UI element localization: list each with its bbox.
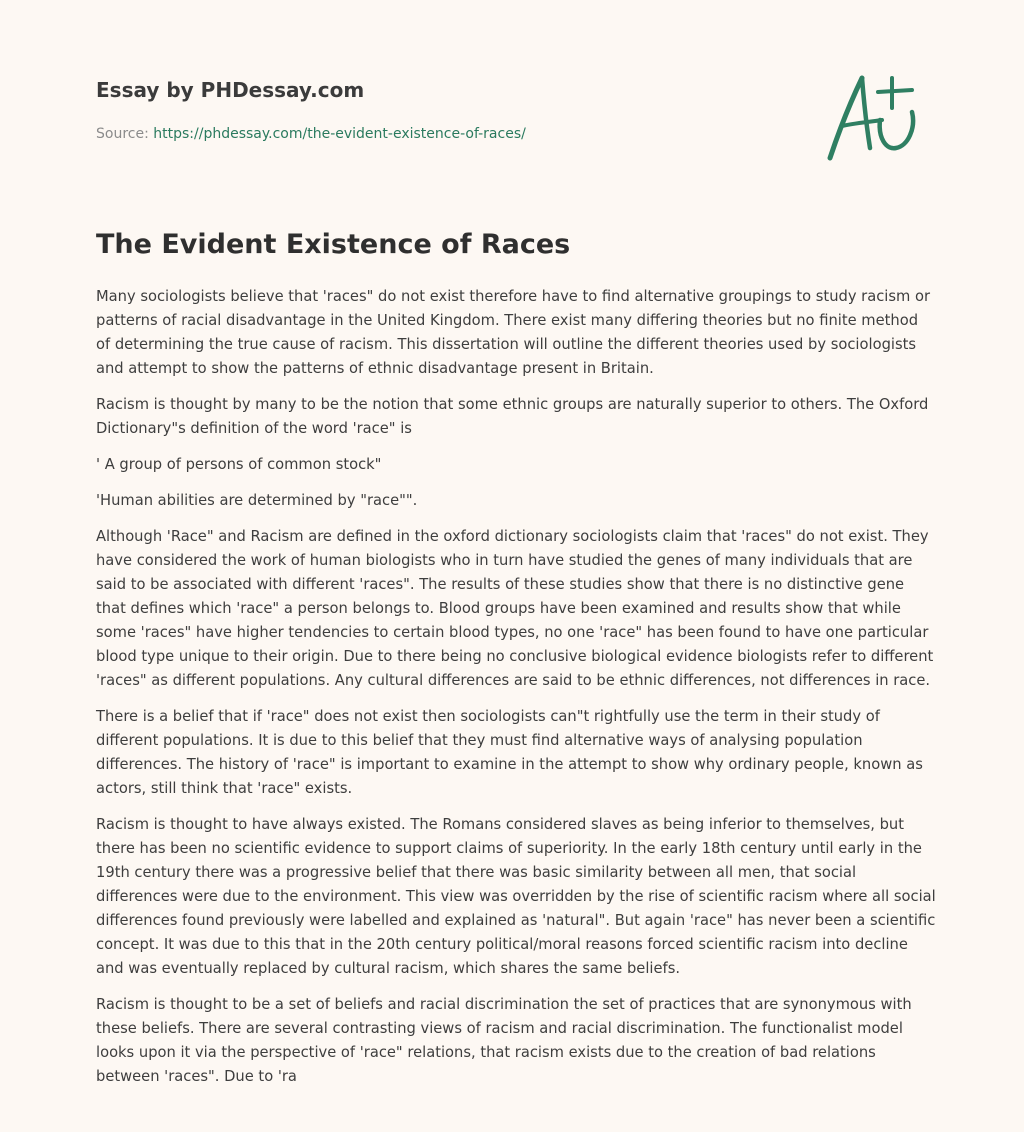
article-body [96,285,936,1101]
site-title: Essay by PHDessay.com [96,78,365,102]
source-label: Source: [96,126,154,142]
source-line [96,124,796,144]
source-link[interactable]: https://phdessay.com/the-evident-existence-of-races/ [153,126,526,142]
paragraph: There is a belief that if 'race" does not exist then sociologists can"t rightfully use the term in their study of different populations. It is due to this belief that they must find alternative ways of analysing population differences. The history of 'race" is important to examine in the attempt to show why ordinary people, known as actors, still think that 'race" exists. [96,708,923,797]
paragraph: Racism is thought by many to be the notion that some ethnic groups are naturally superior to others. The Oxford Dictionary"s definition of the word 'race" is [96,396,929,437]
article-title: The Evident Existence of Races [96,229,571,260]
paragraph: ' A group of persons of common stock" [96,456,382,473]
page-header [96,76,796,144]
paragraph: Racism is thought to be a set of beliefs and racial discrimination the set of practices that are synonymous with these beliefs. There are several contrasting views of racism and racial discrimination. The functionalist model looks upon it via the perspective of 'race" relations, that racism exists due to the creation of bad relations between 'races". Due to 'ra [96,996,912,1085]
paragraph: Although 'Race" and Racism are defined in the oxford dictionary sociologists claim that 'races" do not exist. They have considered the work of human biologists who in turn have studied the genes of many individuals that are said to be associated with different 'races". The results of these studies show that there is no distinctive gene that defines which 'race" a person belongs to. Blood groups have been examined and results show that while some 'races" have higher tendencies to certain blood types, no one 'race" has been found to have one particular blood type unique to their origin. Due to there being no conclusive biological evidence biologists refer to different 'races" as different populations. Any cultural differences are said to be ethnic differences, not differences in race. [96,528,934,689]
a-plus-logo-icon [820,68,930,168]
paragraph: Racism is thought to have always existed. The Romans considered slaves as being inferior to themselves, but there has been no scientific evidence to support claims of superiority. In the early 18th century until early in the 19th century there was a progressive belief that there was basic similarity between all men, that social differences were due to the environment. This view was overridden by the rise of scientific racism where all social differences found previously were labelled and explained as 'natural". But again 'race" has never been a scientific concept. It was due to this that in the 20th century political/moral reasons forced scientific racism into decline and was eventually replaced by cultural racism, which shares the same beliefs. [96,816,936,977]
paragraph: 'Human abilities are determined by "race"". [96,492,418,509]
paragraph: Many sociologists believe that 'races" do not exist therefore have to find alternative groupings to study racism or patterns of racial disadvantage in the United Kingdom. There exist many differing theories but no finite method of determining the true cause of racism. This dissertation will outline the different theories used by sociologists and attempt to show the patterns of ethnic disadvantage present in Britain. [96,288,931,377]
